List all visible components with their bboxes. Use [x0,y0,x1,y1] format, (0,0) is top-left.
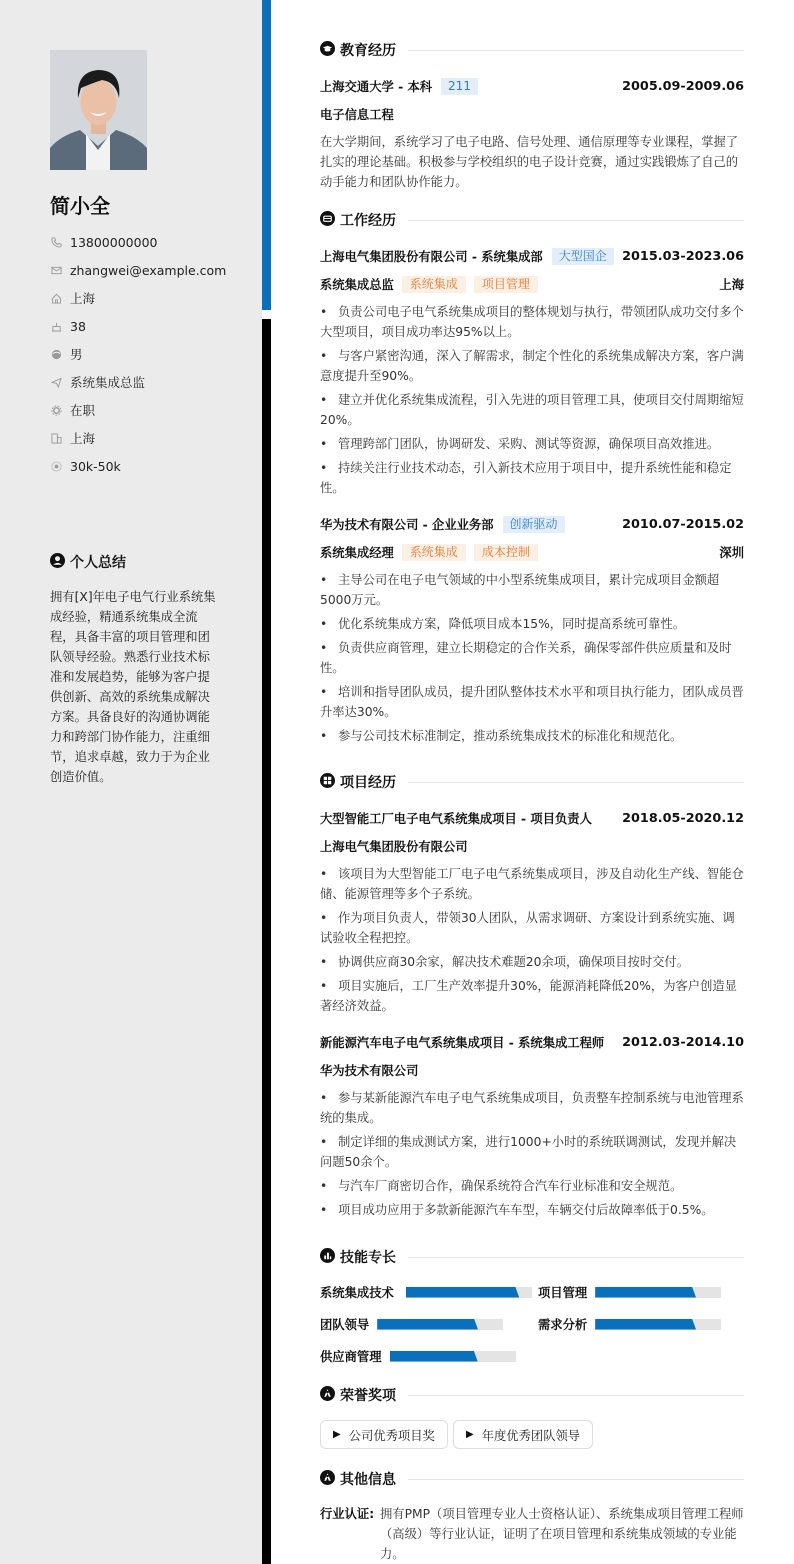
education-heading [320,40,744,60]
skill-name: 团队领导 [320,1318,370,1332]
job-bullets [320,302,744,502]
location-value: 上海 [70,291,96,306]
skill-item [538,1283,721,1301]
skill-name: 系统集成技术 [320,1286,394,1300]
user-circle-icon [50,553,65,572]
school-name: 上海交通大学 - 本科 [320,80,433,94]
list-item: • 负责供应商管理，建立长期稳定的合作关系，确保零部件供应质量和及时性。 [320,641,732,675]
list-item: • 负责公司电子电气系统集成项目的整体规划与执行，带领团队成功交付多个大型项目，项目成功率达95%以上。 [320,305,744,339]
list-item: • 该项目为大型智能工厂电子电气系统集成项目，涉及自动化生产线、智能仓储、能源管理等多个子系统。 [320,867,744,901]
summary-heading [50,552,126,572]
grid-icon [320,773,335,792]
job-header [320,247,744,265]
certification-text: 拥有PMP（项目管理专业人士资格认证）、系统集成项目管理工程师（高级）等行业认证，证明了在项目管理和系统集成领域的专业能力。 [380,1507,744,1561]
list-item: • 与客户紧密沟通，深入了解需求，制定个性化的系统集成解决方案，客户满意度提升至90%。 [320,349,744,383]
info-gender [50,340,226,368]
awards-title: 荣誉奖项 [340,1388,396,1404]
divider [408,1257,744,1258]
award-chip [453,1420,593,1449]
skill-item [320,1315,503,1333]
certification-label: 行业认证: [320,1507,375,1521]
job-date: 2010.07-2015.02 [622,516,744,532]
status-icon [50,404,62,416]
award-label: 公司优秀项目奖 [348,1428,435,1443]
skill-bar [595,1319,721,1330]
info-age [50,312,226,340]
project-company-row [320,1061,744,1079]
skill-bar-fill [595,1287,696,1298]
job-bullets [320,570,744,750]
divider [408,1395,744,1396]
job-city: 上海 [719,278,744,292]
projects-heading [320,772,744,792]
list-item: • 项目成功应用于多款新能源汽车车型，车辆交付后故障率低于0.5%。 [320,1203,714,1217]
project-date: 2012.03-2014.10 [622,1034,744,1050]
email-value: zhangwei@example.com [70,262,227,278]
education-date: 2005.09-2009.06 [622,78,744,94]
accent-bar-blue [262,0,271,310]
phone-icon [50,236,62,248]
company-tag: 创新驱动 [503,516,565,533]
job-position: 系统集成总监 [320,278,394,292]
skill-name: 供应商管理 [320,1350,382,1364]
skills-heading [320,1247,744,1267]
skill-item [320,1283,532,1301]
project-company-row [320,837,744,855]
skill-name: 项目管理 [538,1286,588,1300]
list-item: • 持续关注行业技术动态，引入新技术应用于项目中，提升系统性能和稳定性。 [320,461,732,495]
other-heading [320,1469,744,1489]
education-header [320,77,744,95]
project-bullets [320,1088,744,1224]
skill-bar [595,1287,721,1298]
job-subheader [320,275,744,293]
info-title [50,368,226,396]
education-description: 在大学期间，系统学习了电子电路、信号处理、通信原理等专业课程，掌握了扎实的理论基础。积极参与学校组织的电子设计竞赛，通过实践锻炼了自己的动手能力和团队协作能力。 [320,135,739,189]
info-email [50,256,226,284]
list-item: • 培训和指导团队成员，提升团队整体技术水平和项目执行能力，团队成员晋升率达30%。 [320,685,744,719]
major: 电子信息工程 [320,108,394,122]
list-item: • 制定详细的集成测试方案，进行1000+小时的系统联调测试，发现并解决问题50余个。 [320,1135,737,1169]
job-position: 系统集成经理 [320,546,394,560]
divider [408,782,744,783]
mail-icon [50,264,62,276]
info-city [50,424,226,452]
divider [408,50,744,51]
award-icon [320,1386,335,1405]
briefcase-icon [320,211,335,230]
job-tag: 成本控制 [474,544,538,561]
job-tag: 系统集成 [402,276,466,293]
info-phone [50,228,226,256]
job-header [320,515,744,533]
project-company: 华为技术有限公司 [320,1064,419,1078]
project-name: 大型智能工厂电子电气系统集成项目 - 项目负责人 [320,812,592,826]
award-label: 年度优秀团队领导 [481,1428,581,1443]
list-item: • 管理跨部门团队，协调研发、采购、测试等资源，确保项目高效推进。 [320,437,720,451]
divider [408,220,744,221]
building-icon [50,432,62,444]
list-item: • 项目实施后，工厂生产效率提升30%，能源消耗降低20%，为客户创造显著经济效益。 [320,979,737,1013]
list-item: • 与汽车厂商密切合作，确保系统符合汽车行业标准和安全规范。 [320,1179,683,1193]
skill-item [320,1347,516,1365]
skills-title: 技能专长 [340,1250,396,1266]
list-item: • 协调供应商30余家，解决技术难题20余项，确保项目按时交付。 [320,955,690,969]
info-location [50,284,226,312]
job-city: 深圳 [719,546,744,560]
school-tag: 211 [441,78,478,95]
info-status [50,396,226,424]
avatar [50,50,147,170]
city-value: 上海 [70,431,96,446]
project-header [320,1033,744,1051]
status-value: 在职 [70,403,96,418]
company-name: 华为技术有限公司 - 企业业务部 [320,518,494,532]
award-chip [320,1420,448,1449]
project-bullets [320,864,744,1020]
skill-bar [377,1319,503,1330]
list-item: • 参与公司技术标准制定，推动系统集成技术的标准化和规范化。 [320,729,683,743]
salary-value: 30k-50k [70,458,121,474]
home-icon [50,292,62,304]
bar-chart-icon [320,1248,335,1267]
accent-bar-black [262,319,271,1564]
list-item: • 作为项目负责人，带领30人团队，从需求调研、方案设计到系统实施、调试验收全程把控。 [320,911,735,945]
project-name: 新能源汽车电子电气系统集成项目 - 系统集成工程师 [320,1036,605,1050]
contact-info-list [50,228,226,480]
job-tag: 系统集成 [402,544,466,561]
play-triangle-icon: ▶ [466,1429,474,1440]
list-item: • 优化系统集成方案，降低项目成本15%，同时提高系统可靠性。 [320,617,686,631]
divider [408,1479,744,1480]
candidate-name: 简小全 [50,194,110,218]
awards-heading [320,1385,744,1405]
cake-icon [50,320,62,332]
list-item: • 参与某新能源汽车电子电气系统集成项目，负责整车控制系统与电池管理系统的集成。 [320,1091,744,1125]
list-item: • 建立并优化系统集成流程，引入先进的项目管理工具，使项目交付周期缩短20%。 [320,393,744,427]
age-value: 38 [70,318,86,334]
company-tag: 大型国企 [552,248,614,265]
skill-bar [406,1287,532,1298]
summary-text: 拥有[X]年电子电气行业系统集成经验，精通系统集成全流程，具备丰富的项目管理和团队领导经验。熟悉行业技术标准和发展趋势，能够为客户提供创新、高效的系统集成解决方案。具备良好的沟通协调能力和跨部门协作能力，注重细节，追求卓越，致力于为企业创造价值。 [50,590,216,784]
project-date: 2018.05-2020.12 [622,810,744,826]
info-salary [50,452,226,480]
salary-icon [50,460,62,472]
skill-bar-fill [595,1319,696,1330]
send-icon [50,376,62,388]
projects-title: 项目经历 [340,775,396,791]
job-date: 2015.03-2023.06 [622,248,744,264]
graduation-cap-icon [320,41,335,60]
gender-icon [50,348,62,360]
job-subheader [320,543,744,561]
major-row [320,105,744,123]
summary-title: 个人总结 [70,555,126,571]
skill-bar-fill [406,1287,519,1298]
skill-name: 需求分析 [538,1318,588,1332]
company-name: 上海电气集团股份有限公司 - 系统集成部 [320,250,543,264]
skill-bar-fill [377,1319,478,1330]
project-header [320,809,744,827]
other-title: 其他信息 [340,1472,396,1488]
skill-item [538,1315,721,1333]
skill-bar-fill [390,1351,478,1362]
project-company: 上海电气集团股份有限公司 [320,840,468,854]
job-tag: 项目管理 [474,276,538,293]
education-title: 教育经历 [340,43,396,59]
phone-value: 13800000000 [70,234,158,250]
gender-value: 男 [70,347,83,362]
play-triangle-icon: ▶ [333,1429,341,1440]
work-heading [320,210,744,230]
info-badge-icon [320,1470,335,1489]
title-value: 系统集成总监 [70,375,146,390]
skill-bar [390,1351,516,1362]
work-title: 工作经历 [340,213,396,229]
list-item: • 主导公司在电子电气领域的中小型系统集成项目，累计完成项目金额超5000万元。 [320,573,720,607]
